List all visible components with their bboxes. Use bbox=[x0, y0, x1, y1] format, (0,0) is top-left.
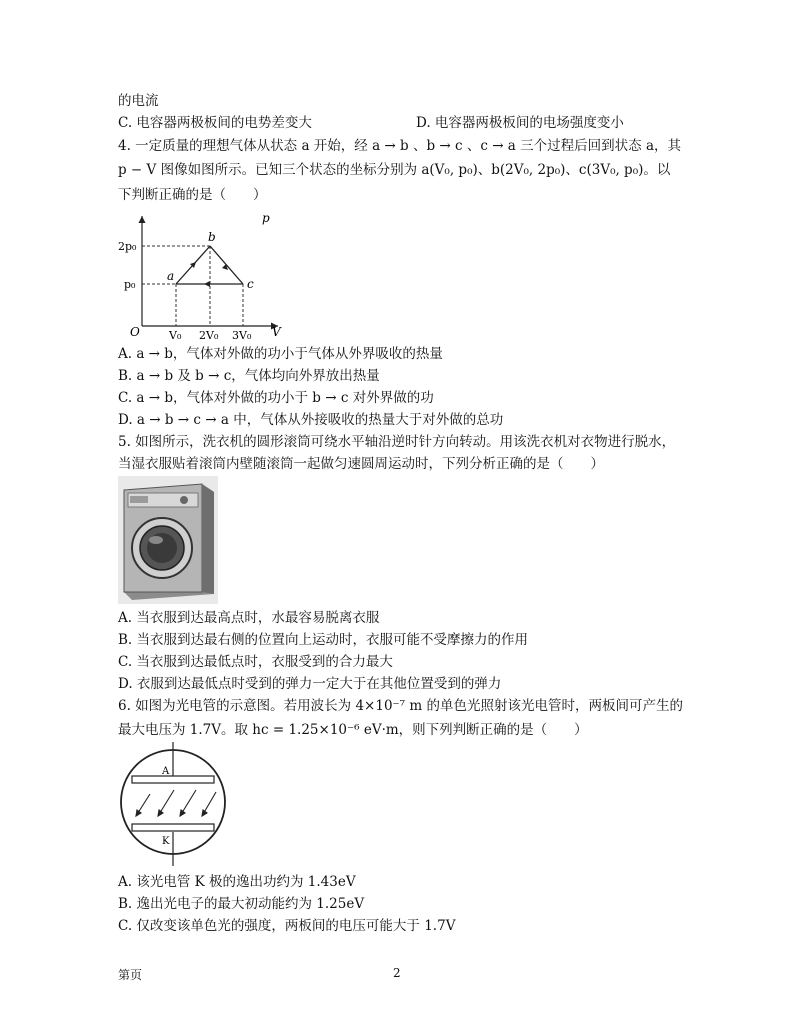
option-c-prev: C. 电容器两极板间的电势差变大 bbox=[118, 115, 312, 131]
tick-p0: p₀ bbox=[124, 278, 136, 291]
anode-plate bbox=[132, 776, 214, 783]
tick-v0: V₀ bbox=[169, 329, 182, 340]
q5-option-b: B. 当衣服到达最右侧的位置向上运动时，衣服可能不受摩擦力的作用 bbox=[118, 632, 529, 648]
label-k: K bbox=[162, 836, 170, 847]
origin-label: O bbox=[130, 325, 140, 339]
washing-machine-image bbox=[118, 476, 218, 604]
q5-option-a: A. 当衣服到达最高点时，水最容易脱离衣服 bbox=[118, 610, 380, 626]
cathode-plate bbox=[132, 824, 214, 831]
point-b: b bbox=[208, 230, 216, 244]
q5-stem-2: 当湿衣服贴着滚筒内壁随滚筒一起做匀速圆周运动时，下列分析正确的是（ ） bbox=[118, 456, 604, 472]
v-axis-label: V bbox=[272, 325, 281, 339]
q5-option-c: C. 当衣服到达最低点时，衣服受到的合力最大 bbox=[118, 654, 393, 670]
q4-option-c: C. a → b，气体对外做的功小于 b → c 对外界做的功 bbox=[118, 390, 434, 406]
q4-option-a: A. a → b，气体对外做的功小于气体从外界吸收的热量 bbox=[118, 346, 443, 362]
tick-2v0: 2V₀ bbox=[199, 329, 219, 340]
p-axis-label: p bbox=[262, 211, 270, 225]
q6-option-c: C. 仅改变该单色光的强度，两板间的电压可能大于 1.7V bbox=[118, 918, 456, 934]
light-rays bbox=[136, 790, 216, 816]
point-a: a bbox=[167, 269, 175, 283]
pv-graph bbox=[118, 208, 298, 340]
q4-stem-2: p − V 图像如图所示。已知三个状态的坐标分别为 a(V₀, p₀)、b(2V₀, 2p₀)、c(3V₀, p₀)。以 bbox=[118, 162, 671, 178]
q4-option-d: D. a → b → c → a 中，气体从外接吸收的热量大于对外做的总功 bbox=[118, 412, 504, 428]
label-a: A bbox=[162, 766, 170, 777]
q6-option-a: A. 该光电管 K 极的逸出功约为 1.43eV bbox=[118, 874, 356, 890]
footer-left: 第页 bbox=[118, 968, 143, 982]
q5-option-d: D. 衣服到达最低点时受到的弹力一定大于在其他位置受到的弹力 bbox=[118, 676, 502, 692]
tick-3v0: 3V₀ bbox=[232, 329, 252, 340]
q4-stem-3: 下判断正确的是（ ） bbox=[118, 187, 267, 203]
q6-stem-1: 6. 如图为光电管的示意图。若用波长为 4×10⁻⁷ m 的单色光照射该光电管时，两板间可产生的 bbox=[118, 698, 683, 714]
phototube-diagram bbox=[118, 742, 228, 866]
point-c: c bbox=[247, 277, 254, 291]
q4-stem-1: 4. 一定质量的理想气体从状态 a 开始，经 a → b 、b → c 、c → a 三个过程后回到状态 a，其 bbox=[118, 138, 681, 154]
q6-option-b: B. 逸出光电子的最大初动能约为 1.25eV bbox=[118, 896, 365, 912]
text-line: 的电流 bbox=[118, 93, 159, 109]
q6-stem-2: 最大电压为 1.7V。取 hc = 1.25×10⁻⁶ eV·m，则下列判断正确的是（ ） bbox=[118, 722, 588, 738]
tick-2p0: 2p₀ bbox=[118, 240, 137, 253]
q5-stem-1: 5. 如图所示，洗衣机的圆形滚筒可绕水平轴沿逆时针方向转动。用该洗衣机对衣物进行脱水， bbox=[118, 434, 676, 450]
q4-option-b: B. a → b 及 b → c，气体均向外界放出热量 bbox=[118, 368, 380, 384]
process-bc bbox=[210, 246, 243, 284]
page-number: 2 bbox=[393, 966, 401, 980]
option-d-prev: D. 电容器两极板间的电场强度变小 bbox=[416, 115, 624, 131]
